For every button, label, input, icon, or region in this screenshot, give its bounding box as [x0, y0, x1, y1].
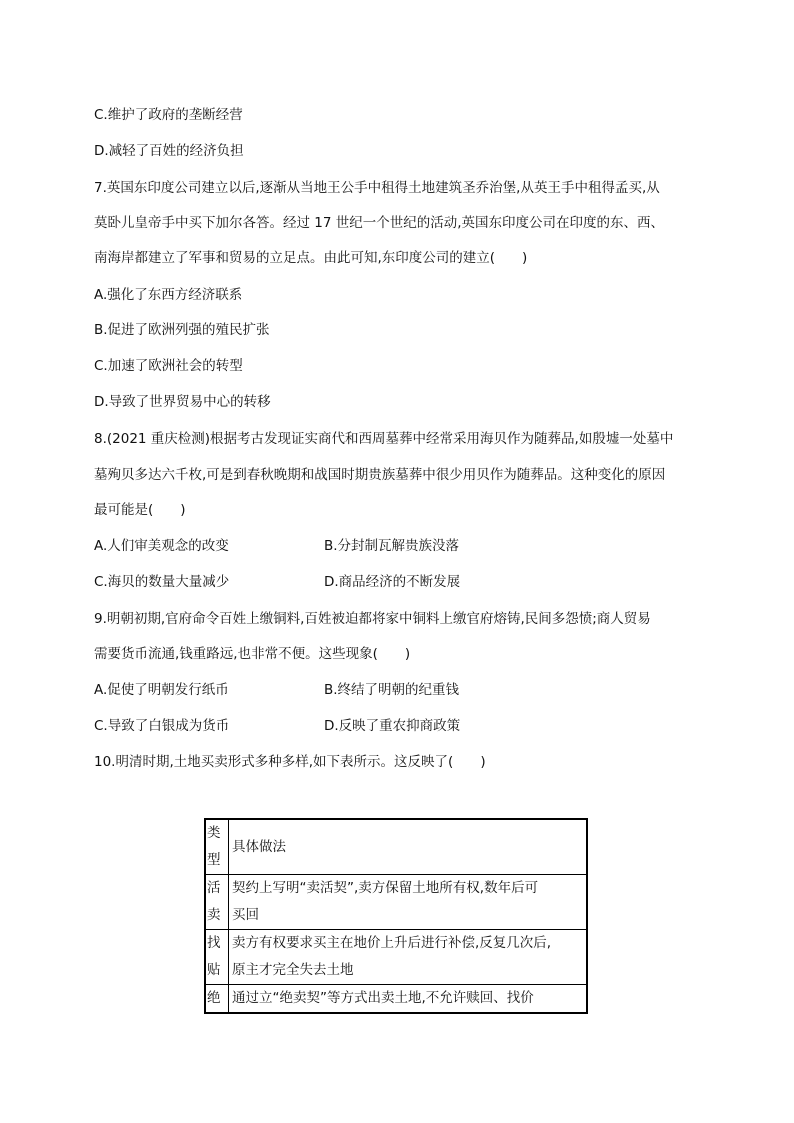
q7-option-d: D.导致了世界贸易中心的转移	[94, 394, 271, 410]
q9-stem-line-1: 9.明朝初期,官府命令百姓上缴铜料,百姓被迫都将家中铜料上缴官府熔铸,民间多怨愤;商人贸易	[94, 611, 651, 627]
q7-option-c: C.加速了欧洲社会的转型	[94, 358, 243, 374]
q7-option-b: B.促进了欧洲列强的殖民扩张	[94, 322, 270, 338]
q7-stem-line-3: 南海岸都建立了军事和贸易的立足点。由此可知,东印度公司的建立( )	[94, 250, 528, 266]
q6-option-d: D.减轻了百姓的经济负担	[94, 143, 244, 159]
q8-option-c: C.海贝的数量大量减少	[94, 574, 230, 590]
row-desc-cell	[229, 985, 588, 1014]
q8-option-a: A.人们审美观念的改变	[94, 538, 229, 554]
table-row	[205, 985, 587, 1014]
q10-stem: 10.明清时期,土地买卖形式多种多样,如下表所示。这反映了( )	[94, 754, 486, 770]
row-type-char-1: 活	[207, 880, 221, 896]
q9-option-a: A.促使了明朝发行纸币	[94, 682, 229, 698]
q8-option-d: D.商品经济的不断发展	[324, 574, 461, 590]
row-desc-line-1: 卖方有权要求买主在地价上升后进行补偿,反复几次后,	[232, 935, 552, 951]
land-sale-table	[204, 818, 588, 1014]
row-type-char-1: 找	[207, 935, 221, 951]
q8-stem-line-2: 墓殉贝多达六千枚,可是到春秋晚期和战国时期贵族墓葬中很少用贝作为随葬品。这种变化的原因	[94, 467, 666, 483]
q7-stem-line-2: 莫卧儿皇帝手中买下加尔各答。经过 17 世纪一个世纪的活动,英国东印度公司在印度的东、西、	[94, 215, 665, 231]
row-desc-line-1: 通过立“绝卖契”等方式出卖土地,不允许赎回、找价	[232, 990, 534, 1006]
q8-option-b: B.分封制瓦解贵族没落	[324, 538, 460, 554]
q7-stem-line-1: 7.英国东印度公司建立以后,逐渐从当地王公手中租得土地建筑圣乔治堡,从英王手中租得孟买,从	[94, 180, 660, 196]
row-type-char-1: 绝	[207, 990, 221, 1006]
row-type-cell	[205, 930, 229, 985]
row-desc-cell	[229, 875, 588, 930]
row-type-cell	[205, 875, 229, 930]
row-desc-line-2: 原主才完全失去土地	[232, 962, 354, 978]
q9-stem-line-2: 需要货币流通,钱重路远,也非常不便。这些现象( )	[94, 646, 411, 662]
row-type-char-2: 贴	[207, 962, 221, 978]
header-type-char-1: 类	[207, 825, 221, 841]
header-type-char-2: 型	[207, 852, 221, 868]
table-row	[205, 875, 587, 930]
row-desc-cell	[229, 930, 588, 985]
row-type-char-2: 卖	[207, 907, 221, 923]
q9-option-b: B.终结了明朝的纪重钱	[324, 682, 460, 698]
q8-stem-line-3: 最可能是( )	[94, 502, 186, 518]
table-header-row	[205, 819, 587, 875]
header-type-cell	[205, 819, 229, 875]
q7-option-a: A.强化了东西方经济联系	[94, 287, 243, 303]
q8-stem-line-1: 8.(2021 重庆检测)根据考古发现证实商代和西周墓葬中经常采用海贝作为随葬品,如殷墟一处墓中	[94, 431, 674, 447]
table-row	[205, 930, 587, 985]
row-type-cell	[205, 985, 229, 1014]
q9-option-d: D.反映了重农抑商政策	[324, 718, 461, 734]
q9-option-c: C.导致了白银成为货币	[94, 718, 230, 734]
q6-option-c: C.维护了政府的垄断经营	[94, 107, 243, 123]
row-desc-line-2: 买回	[232, 907, 259, 923]
row-desc-line-1: 契约上写明“卖活契”,卖方保留土地所有权,数年后可	[232, 880, 539, 896]
header-desc-cell: 具体做法	[229, 819, 588, 875]
